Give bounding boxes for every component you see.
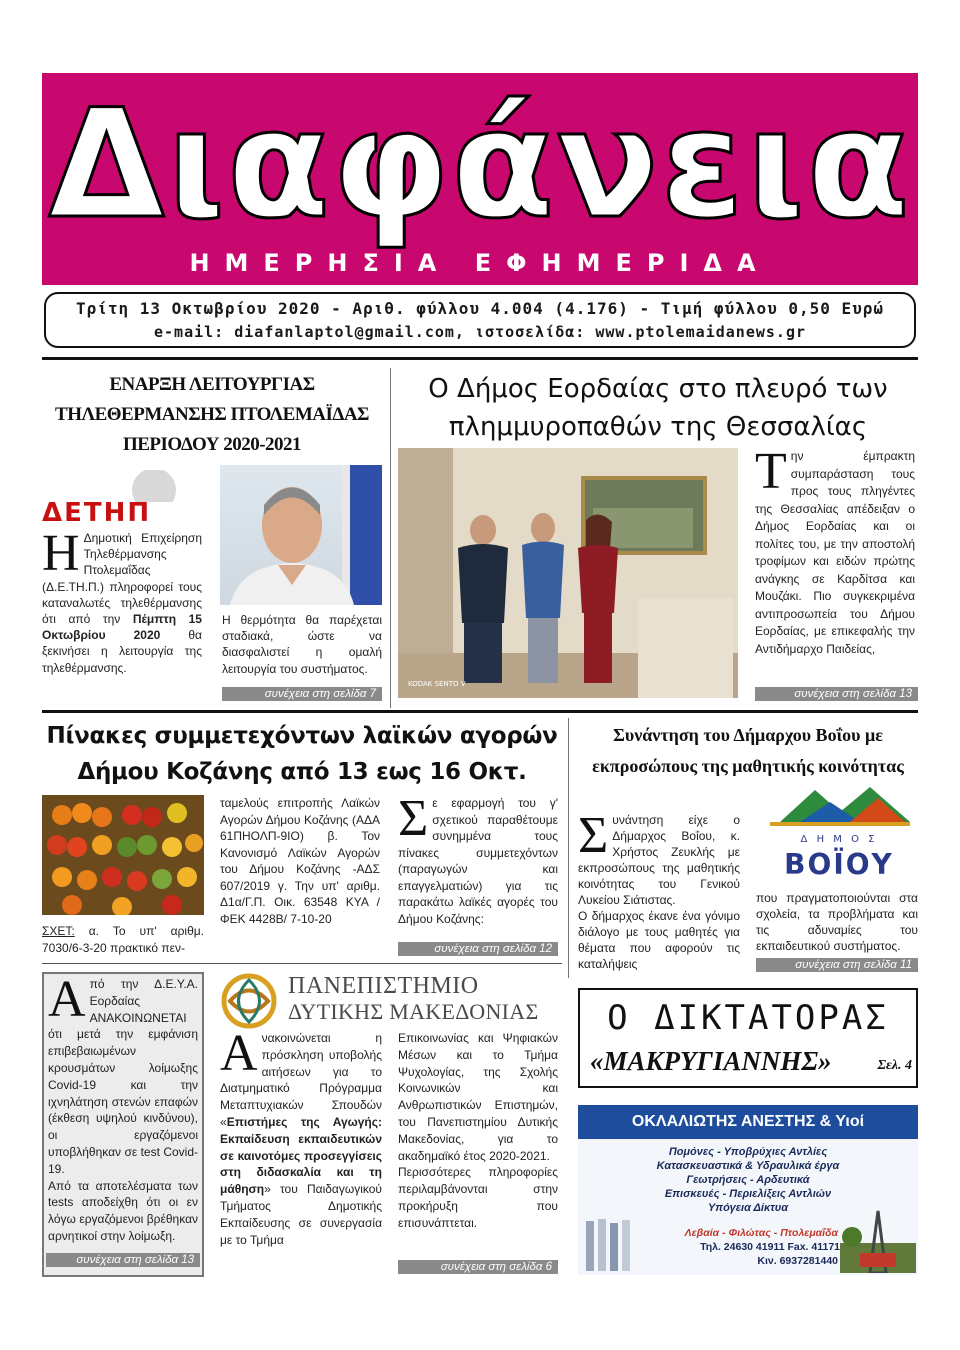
eordaia-continue-link[interactable]: συνέχεια στη σελίδα 13	[755, 687, 918, 701]
markets-caption: ΣΧΕΤ: α. Το υπ' αριθμ. 7030/6-3-20 πρακτικό πεν-	[42, 924, 204, 955]
group-photo-image	[398, 448, 738, 698]
markets-photo	[42, 795, 204, 915]
oklaliotis-ad[interactable]	[578, 1105, 918, 1275]
voio-headline: Συνάντηση του Δήμαρχου Βοΐου με εκπροσώπους της μαθητικής κοινότητας	[592, 725, 904, 776]
voio-logo-top: Δ Η Μ Ο Σ	[800, 834, 878, 845]
markets-dropcap: Σ	[398, 790, 429, 847]
masthead	[42, 73, 918, 285]
markets-body-col3: Σε εφαρμογή του γ' σχετικού παραθέτουμε συνημμένα τους πίνακες συμμετεχόντων (παραγωγών και επαγγελματιών) για τις παρακάτω λαϊκές αγορές του Δήμου Κοζάνης:	[398, 790, 558, 926]
photo-credit: KODAK SENTO V	[408, 680, 466, 688]
voio-logo-graphic	[760, 782, 918, 842]
newspaper-title: Διαφάνεια	[48, 78, 912, 252]
deya-body: Από την Δ.Ε.Υ.Α. Εορδαίας ΑΝΑΚΟΙΝΩΝΕΤΑΙ ότι μετά την εμφάνιση επιβεβαιωμένων κρουσμάτων λοίμωξης Covid-19 και την ιχνηλάτηση στενών επαφών (έκθεση υψηλού κινδύνου), οι εργαζόμενοι υποβλήθηκαν σε test Covid-19. Από τα αποτελέσματα των tests αποδείχθη ότι οι εν λόγω εργαζόμενοι βρέθηκαν αρνητικοί στην λοίμωξη.	[48, 971, 198, 1243]
voio-logo	[760, 782, 918, 887]
drilling-rig-image	[840, 1207, 916, 1273]
dictator-feature-box[interactable]	[578, 988, 918, 1088]
ad-places: Λεβαία - Φιλώτας - Πτολεμαΐδα	[684, 1227, 838, 1239]
uowm-logo-line2: ΔΥΤΙΚΗΣ ΜΑΚΕΔΟΝΙΑΣ	[288, 999, 539, 1024]
uowm-dropcap: Α	[220, 1025, 258, 1082]
deth-body-col2: Η θερμότητα θα παρέχεται σταδιακά, ώστε να διασφαλιστεί η ομαλή λειτουργία του συστήματος.	[222, 613, 382, 676]
uowm-logo-line1: ΠΑΝΕΠΙΣΤΗΜΙΟ	[288, 973, 479, 999]
divider	[42, 357, 918, 360]
eordaia-dropcap: Τ	[755, 443, 787, 500]
markets-headline: Πίνακες συμμετεχόντων λαϊκών αγορών Δήμου Κοζάνης από 13 εως 16 Οκτ.	[46, 723, 558, 785]
ad-title: ΟΚΛΑΛΙΩΤΗΣ ΑΝΕΣΤΗΣ & Υιοί	[631, 1113, 865, 1130]
dictator-line2: «ΜΑΚΡΥΓΙΑΝΝΗΣ»	[590, 1046, 832, 1076]
eordaia-headline: Ο Δήμος Εορδαίας στο πλευρό των πλημμυροπαθών της Θεσσαλίας	[428, 374, 888, 442]
ad-phones: Τηλ. 24630 41911 Fax. 41171	[700, 1241, 840, 1253]
uowm-body: Ανακοινώνεται η πρόσκληση υποβολής αιτήσεων για το Διατμηματικό Πρόγραμμα Μεταπτυχιακών Σπουδών «Επιστήμες της Αγωγής: Εκπαίδευση εκπαιδευτικών σε καινοτόμες προσεγγίσεις στη διδασκαλία και τη μάθηση» του Παιδαγωγικού Τμήματος Δημοτικής Εκπαίδευσης σε συνεργασία με το Τμήμα	[220, 1025, 382, 1247]
uowm-continue-link[interactable]: συνέχεια στη σελίδα 6	[398, 1260, 558, 1274]
ad-services: Πομόνες - Υποβρύχιες Αντλίες Κατασκευαστικά & Υδραυλικά έργα Γεωτρήσεις - Αρδευτικά Επισκευές - Περιελίξεις Αντλιών Υπόγεια Δίκτυα	[656, 1146, 840, 1214]
ad-mobile: Κιν. 6937281440	[757, 1255, 838, 1267]
markets-continue-link[interactable]: συνέχεια στη σελίδα 12	[398, 942, 558, 956]
newspaper-subtitle: ΗΜΕΡΗΣΙΑ ΕΦΗΜΕΡΙΔΑ	[189, 249, 771, 277]
markets-caption-label: ΣΧΕΤ:	[42, 924, 75, 938]
uowm-logo	[220, 972, 560, 1030]
deth-logo-text: ΔΕΤΗΠ	[42, 498, 152, 528]
column-divider	[568, 718, 569, 978]
divider	[42, 710, 918, 713]
column-divider	[390, 368, 391, 708]
voio-logo-name: ΒΟΪΟΥ	[784, 848, 894, 881]
deth-logo	[42, 470, 207, 530]
deth-body: Η Δημοτική Επιχείρηση Τηλεθέρμανσης Πτολεμαΐδας (Δ.Ε.ΤΗ.Π.) πληροφορεί τους καταναλωτές τηλεθέρμανσης ότι από την Πέμπτη 15 Οκτωβρίου 2020 θα ξεκινήσει η λειτουργία της τηλεθέρμανσης.	[42, 525, 202, 675]
deth-continue-link[interactable]: συνέχεια στη σελίδα 7	[222, 687, 382, 701]
markets-body-col2: ταμελούς επιτροπής Λαϊκών Αγορών Δήμου Κοζάνης (ΑΔΑ 61ΠΗΟΛΠ-9ΙΟ) β. Τον Κανονισμό Λαϊκών Αγορών του Δήμου Κοζάνης -ΑΔΣ 607/2019 γ. Την υπ' αριθμ. Δ1α/Γ.Π. Οικ. 63548 ΚΥΑ / ΦΕΚ 4428Β/ 7-10-20	[220, 796, 380, 926]
dictator-line1: Ο ΔΙΚΤΑΤΟΡΑΣ	[607, 998, 889, 1038]
voio-dropcap: Σ	[578, 807, 609, 864]
deth-headline: ΕΝΑΡΞΗ ΛΕΙΤΟΥΡΓΙΑΣ ΤΗΛΕΘΕΡΜΑΝΣΗΣ ΠΤΟΛΕΜΑΪΔΑΣ ΠΕΡΙΟΔΟΥ 2020-2021	[55, 374, 369, 455]
fruit-stall-image	[42, 795, 204, 915]
uowm-logo-knot-icon	[220, 972, 278, 1030]
divider	[42, 963, 562, 964]
voio-body-col2: που πραγματοποιούνται στα σχολεία, τα προβλήματα και τις αδυναμίες του εκπαιδευτικού συστήματος.	[756, 891, 918, 953]
voio-body: Συνάντηση είχε ο Δήμαρχος Βοΐου, κ. Χρήστος Ζευκλής με εκπροσώπους της μαθητικής κοινότητας του Γενικού Λυκείου Σιάτιστας. Ο δήμαρχος έκανε ένα γόνιμο διάλογο με τους μαθητές για θέματα που αφορούν τις καταλήψεις	[578, 807, 740, 971]
deth-photo	[220, 465, 382, 605]
uowm-body-col2: Επικοινωνίας και Ψηφιακών Μέσων και το Τμήμα Ψυχολογίας, της Σχολής Κοινωνικών και Ανθρωπιστικών Επιστημών, του Πανεπιστημίου Δυτικής Μακεδονίας, για το ακαδημαϊκό έτος 2020-2021. Περισσότερες πληροφορίες περιλαμβάνονται στην προκήρυξη που επισυνάπτεται.	[398, 1031, 558, 1230]
deth-dropcap: Η	[42, 525, 80, 582]
issue-date-line: Τρίτη 13 Οκτωβρίου 2020 - Αριθ. φύλλου 4.004 (4.176) - Τιμή φύλλου 0,50 Ευρώ	[75, 299, 885, 318]
portrait-image	[220, 465, 382, 605]
pump-pipes-image	[584, 1217, 636, 1273]
issue-info-box	[44, 292, 916, 348]
contact-line: e-mail: diafanlaptol@gmail.com, ιστοσελίδα: www.ptolemaidanews.gr	[154, 323, 806, 341]
dictator-page-ref: Σελ. 4	[877, 1058, 912, 1073]
deya-dropcap: Α	[48, 971, 86, 1028]
eordaia-photo	[398, 448, 738, 698]
eordaia-body: Την έμπρακτη συμπαράσταση τους προς τους πληγέντες της Θεσσαλίας απέδειξαν ο Δήμος Εορδαίας και οι πολίτες του, με την αποστολή τροφίμων και ειδών πρώτης ανάγκης σε Καρδίτσα και Μουζάκι. Πιο συγκεκριμένα αντιπροσωπεία του Δήμου Εορδαίας, με επικεφαλής την Αντιδήμαρχο Παιδείας,	[755, 443, 915, 656]
voio-continue-link[interactable]: συνέχεια στη σελίδα 11	[756, 958, 918, 972]
deya-continue-link[interactable]: συνέχεια στη σελίδα 13	[46, 1253, 200, 1267]
